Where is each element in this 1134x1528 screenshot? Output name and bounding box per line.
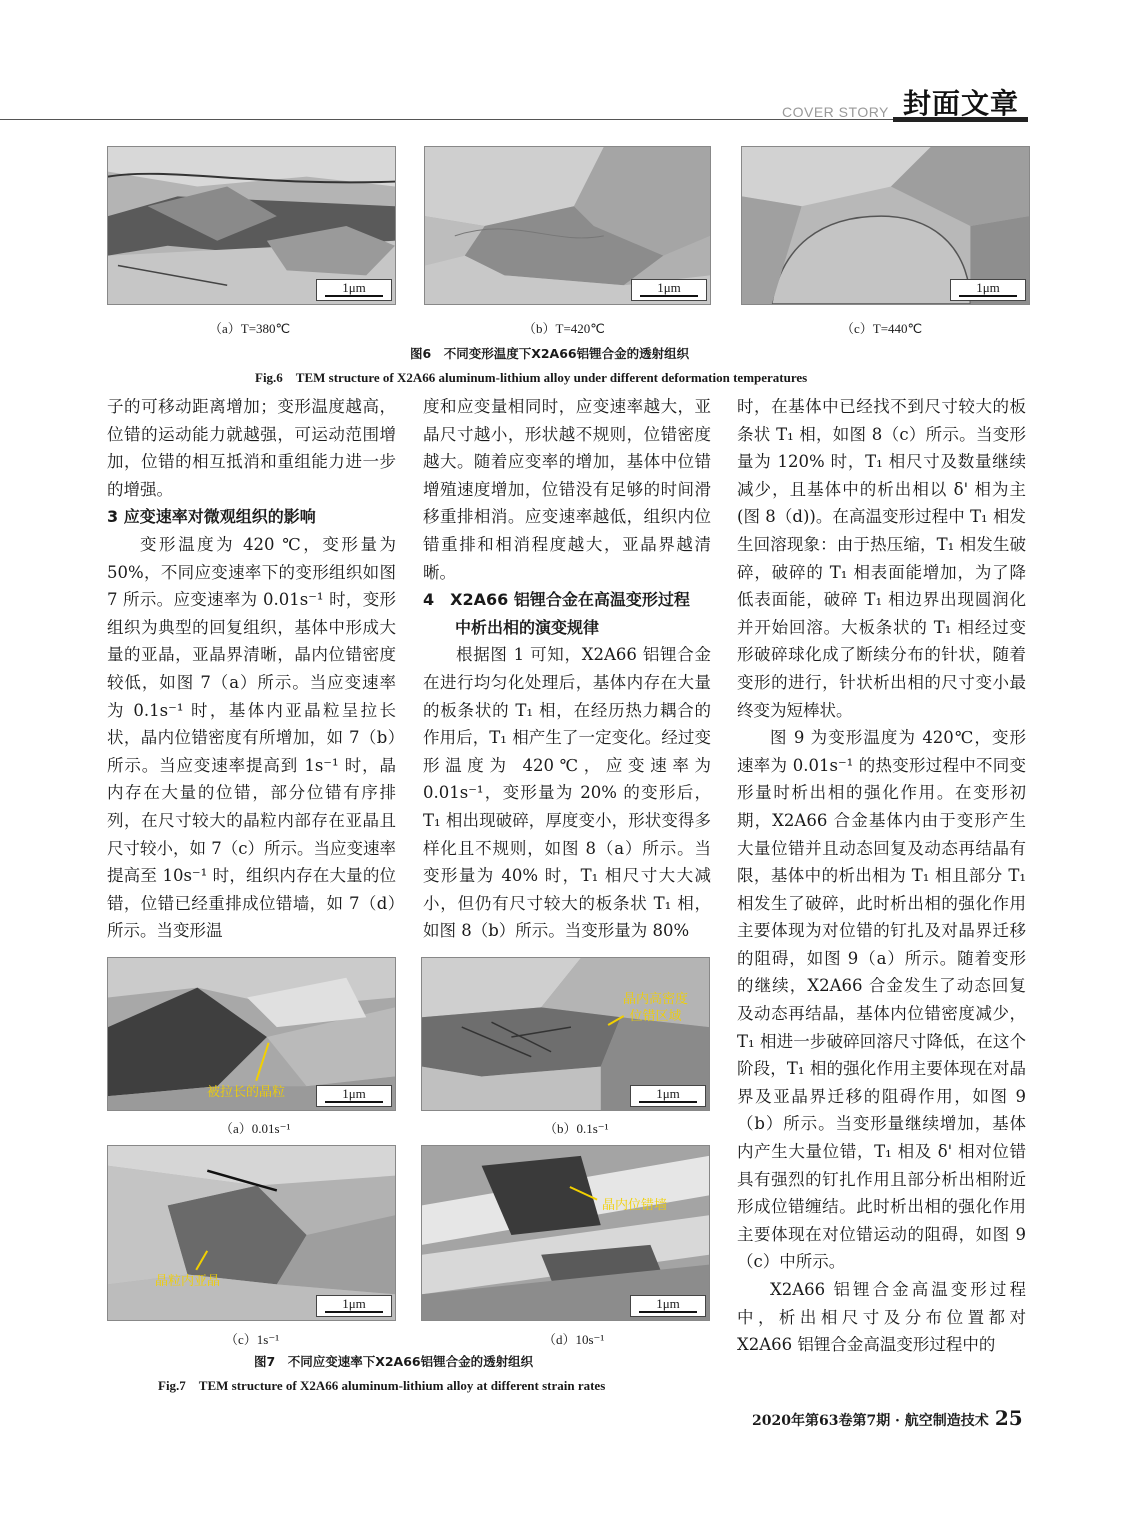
scale-bar: 1μm: [630, 1085, 706, 1107]
col1-paragraph-2: 变形温度为 420 ℃，变形量为 50%，不同应变速率下的变形组织如图 7 所示。应变速率为 0.01s⁻¹ 时，变形组织为典型的回复组织，基体中形成大量的亚晶，亚晶界清晰，晶内位错密度较低，如图 7（a）所示。当应变速率为 0.1s⁻¹ 时，基体内亚晶粒呈拉长状，晶内位错密度有所增加，如 7（b）所示。当应变速率提高到 1s⁻¹ 时，晶内存在大量的位错，部分位错有序排列，在尺寸较大的晶粒内部存在亚晶且尺寸较小，如 7（c）所示。当应变速率提高至 10s⁻¹ 时，组织内存在大量的位错，位错已经重排成位错墙，如 7（d）所示。当变形温: [107, 534, 396, 941]
col2-paragraph-1: 度和应变量相同时，应变速率越大，亚晶尺寸越小，形状越不规则，位错密度越大。随着应变率的增加，基体中位错增殖速度增加，位错没有足够的时间滑移重排相消。应变速率越低，组织内位错重排和相消程度越大，亚晶界越清晰。: [423, 397, 711, 582]
fig6a-caption: （a）T=380℃: [209, 321, 291, 336]
fig7-title-cn: 图7 不同应变速率下X2A66铝锂合金的透射组织: [254, 1354, 534, 1369]
col3-paragraph-1: 时，在基体中已经找不到尺寸较大的板条状 T₁ 相，如图 8（c）所示。当变形量为 120% 时，T₁ 相尺寸及数量继续减少，且基体中的析出相以 δ' 相为主(图 8（d))。在高温变形过程中 T₁ 相发生回溶现象：由于热压缩，T₁ 相发生破碎，破碎的 T₁ 相表面能增加，为了降低表面能，破碎 T₁ 相边界出现圆润化并开始回溶。大板条状的 T₁ 相经过变形破碎球化成了断续分布的针状，随着变形的进行，针状析出相的尺寸变小最终变为短棒状。: [737, 397, 1026, 720]
header-section-cn: 封面文章: [903, 87, 1020, 120]
annotation-label: 晶粒内亚晶: [155, 1274, 221, 1289]
col2-paragraph-2: 根据图 1 可知，X2A66 铝锂合金在进行均匀化处理后，基体内存在大量的板条状的 T₁ 相，在经历热力耦合的作用后，T₁ 相产生了一定变化。经过变形温度为 420℃，应变速率为 0.01s⁻¹，变形量为 20% 的变形后，T₁ 相出现破碎，厚度变小，形状变得多样化且不规则，如图 8（a）所示。当变形量为 40% 时，T₁ 相尺寸大大减小，但仍有尺寸较大的板条状 T₁ 相，如图 8（b）所示。当变形量为 80%: [423, 645, 711, 941]
fig6b-caption: （b）T=420℃: [523, 321, 605, 336]
col1-paragraph-1: 子的可移动距离增加；变形温度越高，位错的运动能力就越强，可运动范围增加，位错的相互抵消和重组能力进一步的增强。: [107, 397, 396, 499]
col3-paragraph-3: X2A66 铝锂合金高温变形过程中，析出相尺寸及分布位置都对 X2A66 铝锂合金高温变形过程中的: [737, 1280, 1026, 1355]
fig6b-image: [424, 146, 711, 305]
scale-bar: 1μm: [316, 1295, 392, 1317]
fig7a-image: [107, 957, 396, 1111]
fig7b-caption: （b）0.1s⁻¹: [544, 1121, 609, 1136]
section-4-heading-line1: 4 X2A66 铝锂合金在高温变形过程: [423, 590, 690, 610]
journal-info: 2020年第63卷第7期 · 航空制造技术: [752, 1413, 989, 1429]
scale-bar: 1μm: [316, 1085, 392, 1107]
fig7c-caption: （c）1s⁻¹: [225, 1332, 280, 1347]
scale-bar: 1μm: [950, 279, 1026, 301]
scale-bar: 1μm: [316, 279, 392, 301]
fig6a-image: [107, 146, 396, 305]
fig7-title-en: Fig.7 TEM structure of X2A66 aluminum-lithium alloy at different strain rates: [158, 1378, 606, 1393]
annotation-label: 晶内高密度 位错区域: [623, 992, 689, 1024]
fig6c-image: [741, 146, 1030, 305]
fig6-title-en: Fig.6 TEM structure of X2A66 aluminum-lithium alloy under different deformation temperatures: [255, 370, 808, 385]
col3-paragraph-2: 图 9 为变形温度为 420℃，变形速率为 0.01s⁻¹ 的热变形过程中不同变形量时析出相的强化作用。在变形初期，X2A66 合金基体内由于变形产生大量位错并且动态回复及动态再结晶有限，基体中的析出相为 T₁ 相且部分 T₁ 相发生了破碎，此时析出相的强化作用主要体现为对位错的钉扎及对晶界迁移的阻碍，如图 9（a）所示。随着变形的继续，X2A66 合金发生了动态回复及动态再结晶，基体内位错密度减少，T₁ 相进一步破碎回溶尺寸降低，在这个阶段，T₁ 相的强化作用主要体现在对晶界及亚晶界迁移的阻碍作用，如图 9（b）所示。当变形量继续增加，基体内产生大量位错，T₁ 相及 δ' 相对位错具有强烈的钉扎作用且部分析出相附近形成位错缠结。此时析出相的强化作用主要体现在对位错运动的阻碍，如图 9（c）中所示。: [737, 728, 1026, 1272]
fig7d-image: [421, 1145, 710, 1321]
page-footer: [752, 1406, 1023, 1430]
fig7d-caption: （d）10s⁻¹: [543, 1332, 605, 1347]
fig7c-image: [107, 1145, 396, 1321]
scale-bar: 1μm: [630, 1295, 706, 1317]
text-column-1: [107, 393, 396, 945]
page-number: 25: [994, 1406, 1023, 1430]
annotation-label: 晶内位错墙: [602, 1198, 668, 1213]
section-3-heading: 3 应变速率对微观组织的影响: [107, 507, 316, 527]
fig7b-image: [421, 957, 710, 1111]
text-column-3: [737, 393, 1026, 1359]
fig6-title-cn: 图6 不同变形温度下X2A66铝锂合金的透射组织: [410, 346, 690, 361]
header-section-en: COVER STORY: [782, 104, 889, 120]
fig7a-caption: （a）0.01s⁻¹: [220, 1121, 291, 1136]
fig6c-caption: （c）T=440℃: [841, 321, 923, 336]
section-4-heading-line2: 中析出相的演变规律: [455, 617, 600, 637]
text-column-2: [423, 393, 711, 945]
scale-bar: 1μm: [631, 279, 707, 301]
annotation-label: 被拉长的晶粒: [207, 1085, 286, 1100]
